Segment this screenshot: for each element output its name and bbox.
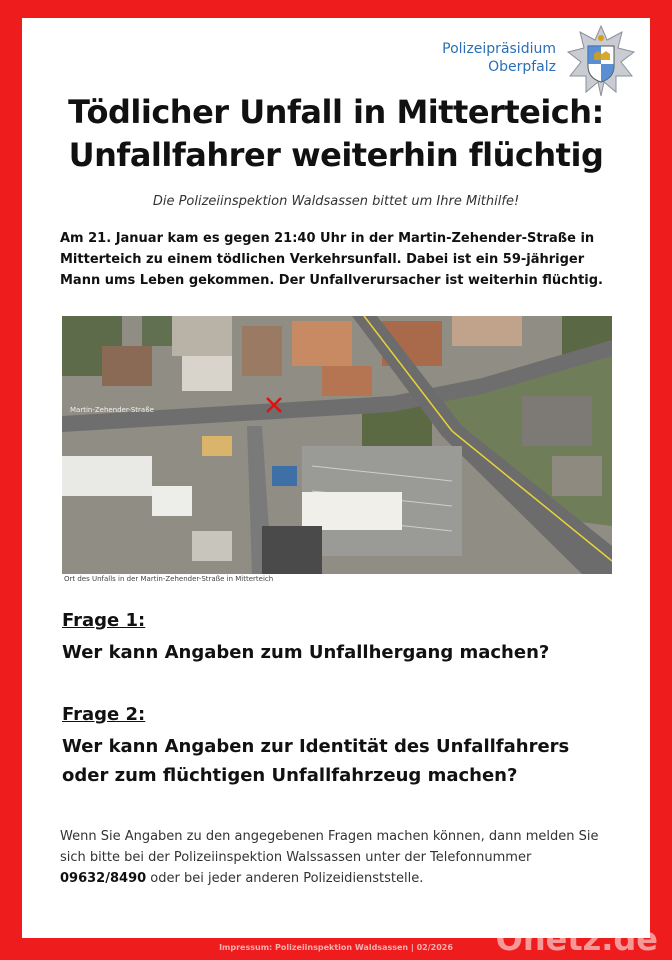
org-name-line1: Polizeipräsidium — [442, 41, 556, 57]
impressum: Impressum: Polizeiinspektion Waldsassen | 02/2026 — [219, 943, 453, 952]
map-caption: Ort des Unfalls in der Martin-Zehender-Straße in Mitterteich — [64, 575, 274, 583]
page-title-line1: Tödlicher Unfall in Mitterteich: — [68, 93, 604, 131]
map-street-label: Martin-Zehender-Straße — [70, 406, 154, 414]
subtitle: Die Polizeiinspektion Waldsassen bittet um Ihre Mithilfe! — [152, 194, 520, 209]
org-name — [442, 40, 556, 76]
bavarian-police-star-icon — [566, 24, 636, 98]
org-name-line2: Oberpfalz — [488, 59, 556, 75]
intro-paragraph: Am 21. Januar kam es gegen 21:40 Uhr in der Martin-Zehender-Straße in Mitterteich zu einem tödlichen Verkehrsunfall. Dabei ist ein 59-jähriger Mann ums Leben gekommen. Der Unfallverursacher ist weiterhin flüchtig. — [60, 231, 603, 288]
question-2-text-line2: oder zum flüchtigen Unfallfahrzeug machen? — [62, 765, 518, 786]
page-title — [22, 91, 650, 177]
question-2-text — [62, 732, 626, 790]
question-1-text: Wer kann Angaben zum Unfallhergang machen? — [62, 642, 550, 663]
question-2-text-line1: Wer kann Angaben zur Identität des Unfallfahrers — [62, 736, 570, 757]
contact-text-after: oder bei jeder anderen Polizeidienststelle. — [146, 871, 424, 886]
contact-paragraph — [60, 826, 620, 889]
contact-text-before: Wenn Sie Angaben zu den angegebenen Fragen machen können, dann melden Sie sich bitte bei der Polizeiinspektion Walssassen unter der Telefonnummer — [60, 829, 599, 865]
question-1-label: Frage 1: — [62, 610, 146, 631]
question-2-label: Frage 2: — [62, 704, 146, 725]
aerial-map-image — [62, 316, 612, 574]
page-title-line2: Unfallfahrer weiterhin flüchtig — [68, 136, 604, 174]
onetz-watermark: Onetz.de — [495, 920, 658, 958]
poster — [22, 18, 650, 938]
phone-number: 09632/8490 — [60, 871, 147, 886]
